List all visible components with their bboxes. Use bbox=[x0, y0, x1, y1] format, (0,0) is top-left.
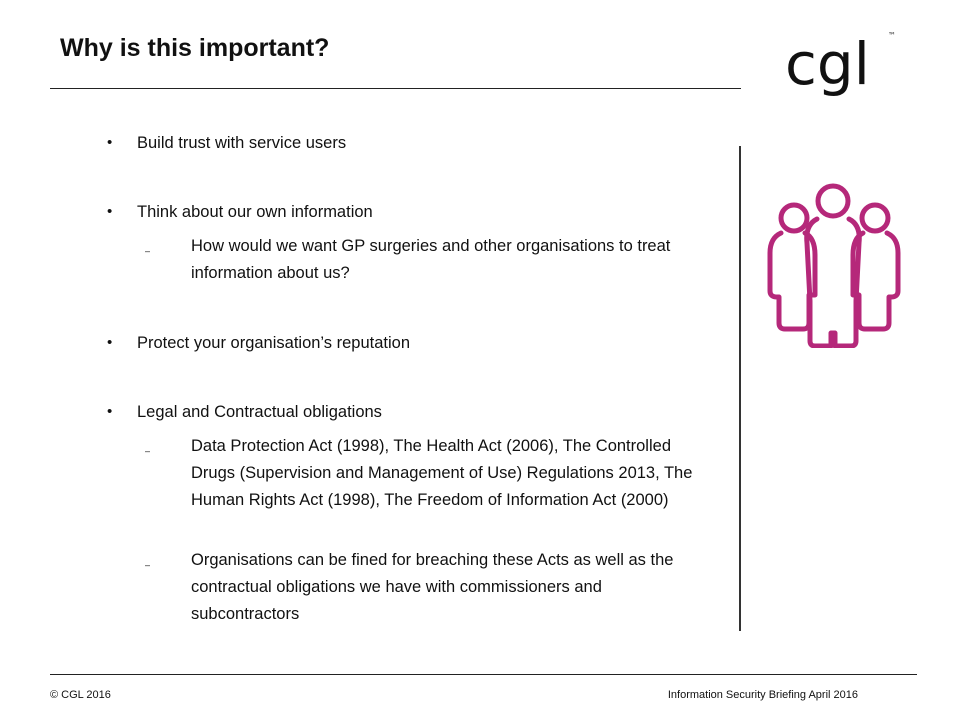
vertical-divider bbox=[739, 146, 741, 631]
title-divider bbox=[50, 88, 741, 89]
sub-bullet-item: – Organisations can be fined for breaching these Acts as well as the contractual obligations we have with commissioners and subcontractors bbox=[191, 547, 701, 628]
footer-copyright: © CGL 2016 bbox=[50, 689, 111, 701]
bullet-item: • Build trust with service users bbox=[137, 131, 346, 155]
slide-title: Why is this important? bbox=[60, 34, 330, 62]
bullet-item: • Think about our own information bbox=[137, 200, 373, 224]
trademark-mark: ™ bbox=[888, 31, 896, 40]
footer-divider bbox=[50, 674, 917, 675]
bullet-item: • Legal and Contractual obligations bbox=[137, 400, 382, 424]
cgl-logo bbox=[785, 26, 900, 131]
sub-bullet-item: – How would we want GP surgeries and other organisations to treat information about us? bbox=[191, 233, 701, 287]
people-group-icon bbox=[765, 183, 905, 353]
footer-briefing-title: Information Security Briefing April 2016 bbox=[667, 689, 858, 701]
bullet-item: • Protect your organisation’s reputation bbox=[137, 331, 410, 355]
logo-text: cgl bbox=[785, 30, 870, 98]
sub-bullet-item: – Data Protection Act (1998), The Health Act (2006), The Controlled Drugs (Supervision and Management of Use) Regulations 2013, The Human Rights Act (1998), The Freedom of Information Act (2000) bbox=[191, 433, 701, 514]
